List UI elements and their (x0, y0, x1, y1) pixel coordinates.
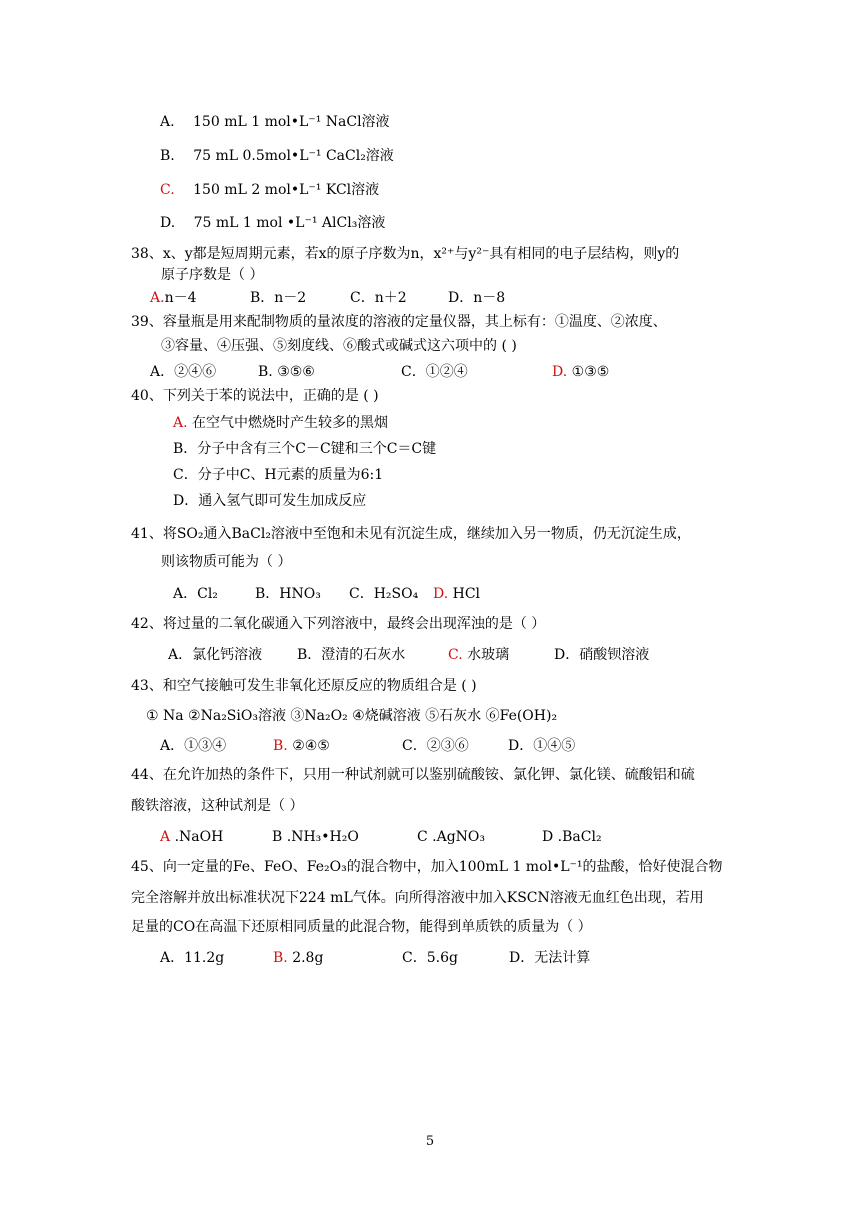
option-letter-answer: D. (433, 586, 449, 602)
option-b: B．澄清的石灰水 (297, 647, 406, 663)
q44-stem-line2: 酸铁溶液，这种试剂是（ ） (131, 798, 304, 814)
option-a: A．Cl₂ (173, 586, 218, 602)
option-d: D．①④⑤ (508, 738, 576, 754)
option-d: D．无法计算 (509, 950, 591, 966)
q39-stem-line2: ③容量、④压强、⑤刻度线、⑥酸式或碱式这六项中的 ( ) (161, 338, 517, 354)
option-d-text: ①③⑤ (571, 364, 610, 380)
option-letter-answer: C. (160, 182, 175, 198)
option-a-text: .NaOH (174, 829, 224, 845)
q41-options (173, 584, 481, 604)
q38-options (150, 288, 506, 308)
option-letter-answer: C. (448, 647, 463, 663)
q40-option-b: B．分子中含有三个C－C键和三个C＝C键 (173, 441, 437, 457)
option-letter: B. (160, 148, 175, 164)
option-a (160, 829, 223, 845)
q42-stem: 42、将过量的二氧化碳通入下列溶液中，最终会出现浑浊的是（ ） (131, 616, 546, 632)
q44-stem-line1: 44、在允许加热的条件下，只用一种试剂就可以鉴别硫酸铵、氯化钾、氯化镁、硫酸铝和硫 (131, 767, 695, 783)
option-c: C．①②④ (401, 364, 468, 380)
option-b (273, 736, 330, 756)
option-c: C．②③⑥ (402, 738, 469, 754)
q43-options (160, 736, 576, 756)
option-d (552, 362, 609, 382)
option-b-text: ②④⑤ (292, 738, 330, 754)
q41-stem-line2: 则该物质可能为（ ） (161, 554, 292, 570)
q40-stem: 40、下列关于苯的说法中，正确的是 ( ) (131, 388, 379, 404)
q40-option-c: C．分子中C、H元素的质量为6:1 (173, 467, 384, 483)
option-d: D．硝酸钡溶液 (554, 647, 650, 663)
option-letter: A. (160, 114, 175, 130)
option-letter-answer: B. (273, 738, 288, 754)
option-a-text: 在空气中燃烧时产生较多的黑烟 (192, 415, 389, 431)
option-text: 150 mL 1 mol•L⁻¹ NaCl溶液 (193, 114, 390, 130)
q45-options (160, 948, 591, 968)
q37-option-a (160, 112, 390, 132)
q37-option-b (160, 146, 394, 166)
option-letter: D. (160, 215, 176, 231)
q37-option-d (160, 213, 385, 233)
option-letter-answer: D. (552, 364, 568, 380)
option-d: D．n－8 (448, 290, 506, 306)
q45-stem-line1: 45、向一定量的Fe、FeO、Fe₂O₃的混合物中，加入100mL 1 mol•L⁻¹的盐酸，恰好使混合物 (131, 859, 723, 875)
q44-options (160, 827, 602, 847)
option-a: A．②④⑥ (150, 364, 217, 380)
q39-stem-line1: 39、容量瓶是用来配制物质的量浓度的溶液的定量仪器，其上标有：①温度、②浓度、 (131, 314, 667, 330)
option-a: A．11.2g (160, 950, 225, 966)
option-c: C．5.6g (402, 950, 458, 966)
q39-options (150, 362, 610, 382)
option-letter-answer: A (160, 829, 171, 845)
option-letter-answer: A. (173, 415, 188, 431)
q43-items: ① Na ②Na₂SiO₃溶液 ③Na₂O₂ ④烧碱溶液 ⑤石灰水 ⑥Fe(OH)₂ (146, 708, 558, 724)
option-c: C .AgNO₃ (417, 829, 486, 845)
option-a-text: n－4 (164, 290, 197, 306)
option-text: 75 mL 0.5mol•L⁻¹ CaCl₂溶液 (193, 148, 394, 164)
page-number: 5 (425, 1134, 435, 1149)
option-c (448, 645, 509, 665)
option-letter-answer: A. (150, 290, 165, 306)
option-text: 150 mL 2 mol•L⁻¹ KCl溶液 (193, 182, 380, 198)
q41-stem-line1: 41、将SO₂通入BaCl₂溶液中至饱和未见有沉淀生成，继续加入另一物质，仍无沉淀生成， (131, 526, 691, 542)
option-letter-answer: B. (273, 950, 288, 966)
q45-stem-line3: 足量的CO在高温下还原相同质量的此混合物，能得到单质铁的质量为（ ） (131, 919, 592, 935)
q42-options (168, 645, 650, 665)
option-a: A．氯化钙溶液 (168, 647, 263, 663)
option-b: B．n－2 (250, 290, 307, 306)
option-b-text: 2.8g (292, 950, 324, 966)
option-c: C．H₂SO₄ (349, 586, 419, 602)
option-b: B. ③⑤⑥ (258, 364, 315, 380)
option-d (433, 584, 480, 604)
option-a: A．①③④ (160, 738, 227, 754)
option-d-text: HCl (452, 586, 481, 602)
option-b: B .NH₃•H₂O (272, 829, 359, 845)
option-text: 75 mL 1 mol •L⁻¹ AlCl₃溶液 (193, 215, 386, 231)
option-c: C．n＋2 (350, 290, 407, 306)
q45-stem-line2: 完全溶解并放出标准状况下224 mL气体。向所得溶液中加入KSCN溶液无血红色出现，若用 (131, 890, 704, 906)
q40-option-a (173, 413, 388, 433)
q37-option-c (160, 180, 379, 200)
q38-stem-line1: 38、x、y都是短周期元素，若x的原子序数为n，x²⁺与y²⁻具有相同的电子层结构，则y的 (131, 246, 680, 262)
option-b: B．HNO₃ (255, 586, 321, 602)
option-b (273, 948, 323, 968)
option-d: D .BaCl₂ (542, 829, 602, 845)
option-c-text: 水玻璃 (467, 647, 510, 663)
q43-stem: 43、和空气接触可发生非氧化还原反应的物质组合是 ( ) (131, 678, 477, 694)
q40-option-d: D．通入氢气即可发生加成反应 (173, 493, 367, 509)
q38-stem-line2: 原子序数是（ ） (161, 267, 264, 283)
